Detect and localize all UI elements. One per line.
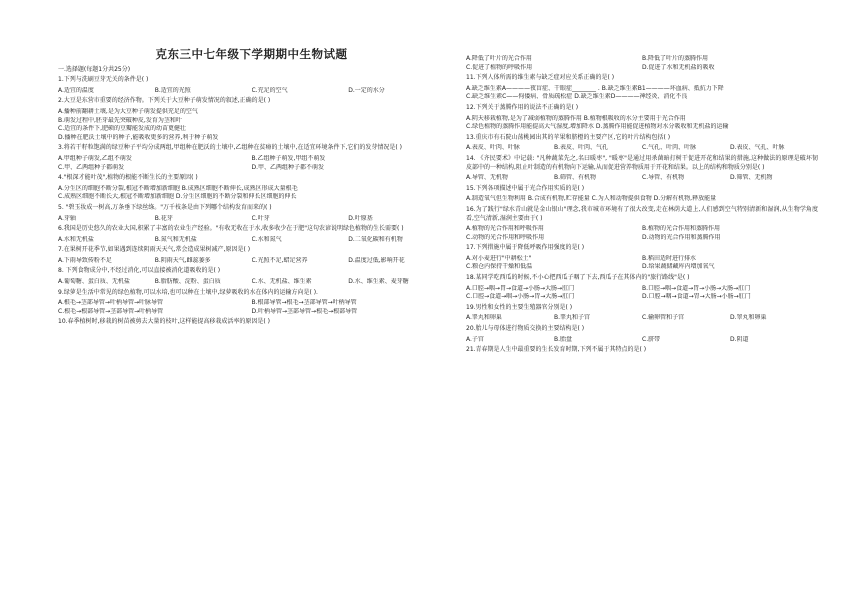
answer-option: A.阴天移栽植物,是为了减弱植物的蒸腾作用 B.植物根吸收的水分主要用于光合作用	[466, 114, 686, 122]
question-stem: 17.下列措施中属于降低呼吸作用强度的是( )	[466, 244, 585, 252]
answer-option: C.根毛→根部导管→茎部导管→叶柄导管	[58, 307, 164, 315]
answer-option: D.给果蔬储藏库内增加氧气	[642, 263, 715, 271]
answer-option: A.水和无机盐	[58, 235, 94, 243]
answer-option: D.温度过低,影响开花	[348, 256, 405, 264]
answer-options	[466, 144, 818, 153]
answer-option: D.阴道	[730, 335, 749, 343]
answer-option: B.脂肪酸、淀粉、蛋白质	[154, 278, 221, 286]
answer-option: B.花芽	[154, 214, 173, 222]
answer-option: B.降低了叶片的蒸腾作用	[642, 55, 709, 62]
answer-options	[58, 257, 445, 266]
answer-option: C.缺乏维生素C——佝偻病、骨质疏松症 D.缺乏维生素D————神经炎、消化不良	[466, 93, 688, 101]
question-stem: 14. 《齐民要术》中记载: "凡种蔬菜先之,名曰暖枣", "暖枣"是通过用杀菌暗打树干促进开花和结果的措施,这种做法的原理是破坏韧皮部中的一种结构,阻止叶制造的有机物向下运输,从而促进营养物质用于开花和结果。以上的结构和物质分别是( )	[466, 154, 818, 171]
answer-option: D.促进了水和无机盐的吸收	[642, 63, 715, 71]
answer-option: A.导管、无机物	[466, 174, 508, 182]
answer-option: C.叶芽	[251, 214, 270, 222]
answer-options	[58, 299, 445, 316]
answer-option: D.叶原基	[348, 214, 373, 222]
answer-option: D.一定的水分	[348, 86, 385, 94]
question-stem: 12.下列关于蒸腾作用的说法不正确的是( )	[466, 103, 579, 111]
answer-option: A.适宜的温度	[58, 86, 94, 94]
answer-option: C.促进了植物的呼吸作用	[466, 63, 533, 71]
question-stem: 3.将若干籽粒饱满的绿豆种子平均分成两组,甲组种在肥沃的土壤中,乙组种在贫瘠的土壤中,在适宜环境条件下,它们的发芽情况是( )	[58, 144, 402, 152]
answer-option: A.口腔→咽→胃→食道→小肠→大肠→肛门	[466, 284, 575, 292]
answer-option: D.水、维生素、麦芽糖	[348, 278, 409, 286]
answer-options	[58, 108, 445, 142]
answer-option: B.植物的光合作用和蒸腾作用	[642, 225, 721, 233]
answer-option: A.甲组种子萌发,乙组不萌发	[58, 154, 132, 162]
answer-option: A.睾丸和卵巢	[466, 314, 502, 322]
answer-options	[466, 55, 818, 72]
answer-option: C.口腔→食道→咽→小肠→胃→大肠→肛门	[466, 293, 575, 301]
left-question-list	[58, 76, 445, 327]
answer-option: A.降低了叶片的光合作用	[466, 55, 532, 62]
answer-options	[58, 215, 445, 224]
answer-options	[466, 225, 818, 242]
answer-option: D.口腔→咽→食道→胃→大肠→小肠→肛门	[642, 293, 751, 301]
answer-options	[58, 185, 445, 202]
answer-option: A.播种前翻耕土壤,是为大豆种子萌发提供充足的空气	[58, 107, 198, 115]
answer-option: A.对小麦进行"中耕松土"	[466, 254, 532, 262]
answer-options	[466, 314, 818, 323]
answer-options	[466, 336, 818, 345]
answer-option: C.甲、乙两组种子都萌发	[58, 163, 125, 171]
answer-option: A.下雨导致传粉不足	[58, 256, 112, 264]
answer-options	[466, 285, 818, 302]
question-stem: 16.为了践行"绿水青山就是金山银山"理念,我市城市环境有了很大改变,走在林荫大道上,人们感到空气特别清新和湿润,从生物学角度看,空气清新,湿润主要由于( )	[466, 205, 818, 222]
answer-options	[58, 155, 445, 172]
answer-option: A.缺乏维生素A————夜盲症、干眼症________ . B.缺乏维生素B1————坏血病、抵抗力下降	[466, 84, 724, 92]
answer-option: B.乙组种子萌发,甲组不萌发	[251, 154, 326, 162]
answer-option: B.筛管、有机物	[554, 174, 597, 182]
answer-option: A.分生区的细胞不断分裂,根冠不断增加新细胞 B.成熟区细胞不断伸长,成熟区形成大量根毛	[58, 184, 298, 192]
answer-option: C.脐带	[642, 335, 661, 343]
question-stem: 4."根深才能叶茂",植物的根能不断生长的主要原因( )	[58, 174, 198, 182]
left-column	[58, 0, 445, 329]
answer-option: B.睾丸和子宫	[554, 314, 591, 322]
question-stem: 15.下列各项描述中属于光合作用实质的是( )	[466, 184, 585, 192]
answer-options	[466, 255, 818, 272]
question-stem: 21.青春期是人生中最重要的生长发育时期,下列不属于其特点的是( )	[466, 346, 647, 354]
answer-option: C.粮仓内保持干燥和低温	[466, 263, 533, 271]
answer-option: C.充足的空气	[251, 86, 288, 94]
answer-options	[58, 236, 445, 245]
answer-option: C.绿色植物的蒸腾作用能提高大气湿度,增加降水 D.蒸腾作用能促进植物对水分吸收和无机盐的运输	[466, 123, 729, 131]
question-stem: 9.绿萝是生活中常见的绿色植物,可以水培,也可以种在土壤中,绿萝吸收的水在体内的运输方向是( ).	[58, 288, 318, 296]
answer-options	[466, 195, 818, 204]
answer-option: C.气孔、叶肉、叶脉	[642, 144, 697, 152]
answer-option: D.表皮、气孔、叶脉	[730, 144, 785, 152]
question-stem: 5. "碧玉妆成一树高,万条垂下绿丝绦。"万千枝条是由下列哪个结构发育而来的( )	[58, 203, 272, 211]
answer-option: A.根毛→茎部导管→叶柄导管→叶脉导管	[58, 299, 163, 307]
question-stem: 8. 下列食物成分中,不经过消化,可以直接被消化道吸收的是( )	[58, 267, 221, 275]
question-stem: 6.我国是历史悠久的农业大国,积累了丰富的农业生产经验。"有收无收在于水,收多收少在于肥"这句农谚说明绿色植物的生长需要( )	[58, 225, 404, 233]
answer-option: C.输卵管和子宫	[642, 314, 685, 322]
answer-option: C.动物的光合作用和呼吸作用	[466, 233, 545, 241]
answer-option: D.甲、乙两组种子都不萌发	[251, 163, 325, 171]
answer-option: A.表皮、叶肉、叶脉	[466, 144, 520, 152]
answer-option: C.成熟区细胞不断长大,根冠不断增加新细胞 D.分生区细胞的不断分裂和伸长区细胞的伸长	[58, 193, 297, 201]
answer-option: D.二氧化碳和有机物	[348, 235, 403, 243]
question-stem: 10.春季植树时,移栽的树苗被剪去大量的枝叶,这样能提高移栽成活率的原因是( )	[58, 318, 270, 326]
right-question-list	[466, 55, 818, 355]
answer-option: D.动物的光合作用和蒸腾作用	[642, 233, 721, 241]
answer-option: A.芽轴	[58, 214, 76, 222]
exam-title: 克东三中七年级下学期期中生物试题	[155, 47, 348, 61]
answer-option: C.光照不足,蜡足营养	[251, 256, 308, 264]
answer-option: B.适宜的光照	[154, 86, 191, 94]
answer-options	[466, 174, 818, 183]
question-stem: 19.男性和女性的主要生殖器官分别是( )	[466, 303, 573, 311]
question-stem: 18.某同学吃西瓜的时候,不小心把西瓜子咽了下去,西瓜子在其体内的"旅行路线"是( )	[466, 274, 690, 282]
answer-option: A.葡萄糖、蛋白质、无机盐	[58, 278, 130, 286]
answer-option: A.植物的光合作用和呼吸作用	[466, 225, 544, 233]
answer-options	[466, 115, 818, 132]
answer-option: B.稻田适时进行排水	[642, 254, 697, 262]
answer-options	[58, 87, 445, 96]
answer-option: C.适宜的条件下,肥硕的豆瓣能发成的幼苗更健壮	[58, 125, 187, 133]
question-stem: 2.大豆是东营市重要的经济作物。下列关于大豆种子萌发情况的叙述,正确的是( )	[58, 97, 271, 105]
answer-option: B.胎盘	[554, 335, 573, 343]
question-stem: 7.在果树开花季节,如果遇到连续阴雨天天气,常会造成果树减产,原因是( )	[58, 246, 251, 254]
answer-option: B.阴雨天气,雌蕊萎多	[154, 256, 211, 264]
answer-options	[466, 85, 818, 102]
answer-option: C.水、无机盐、维生素	[251, 278, 312, 286]
answer-option: B.口腔→咽→食道→胃→小肠→大肠→肛门	[642, 284, 751, 292]
question-stem: 20.胎儿与母体进行物质交换的主要结构是( )	[466, 325, 585, 333]
right-column	[466, 0, 818, 357]
answer-option: C.导管、有机物	[642, 174, 685, 182]
answer-option: D.播种在肥沃土壤中的种子,能吸收更多的营养,利于种子萌发	[58, 133, 219, 141]
answer-option: C.水和氮气	[251, 235, 282, 243]
answer-option: A.子宫	[466, 335, 484, 343]
answer-options	[58, 278, 445, 287]
answer-option: D.睾丸和卵巢	[730, 314, 767, 322]
answer-option: B.氮气和无机盐	[154, 235, 197, 243]
section-heading: 一.选择题(每题1分共25分)	[58, 65, 131, 73]
answer-option: B.根部导管→根毛→茎部导管→叶柄导管	[251, 299, 357, 307]
answer-option: B.萌发过程中,胚芽最先突破种皮,发育为茎和叶	[58, 116, 182, 124]
question-stem: 11.下列人体所需的维生素与缺乏症对应关系正确的是( )	[466, 74, 615, 82]
answer-option: D.叶柄导管→茎部导管→根毛→根部导管	[251, 307, 358, 315]
answer-option: B.表皮、叶肉、气孔	[554, 144, 609, 152]
question-stem: 1.下列与洗刷豆芽无关的条件是( )	[58, 76, 149, 84]
answer-option: D.筛管、无机物	[730, 174, 773, 182]
question-stem: 13.重庆市有石院山荡桃园出其的苹果和脐橙的主要产区,它的叶片结构包括( )	[466, 133, 671, 141]
answer-option: A.制造氧气但生物利用 B.合成有机物,贮存能量 C.为人和动物提供食物 D.分解有机物,释放能量	[466, 195, 717, 203]
